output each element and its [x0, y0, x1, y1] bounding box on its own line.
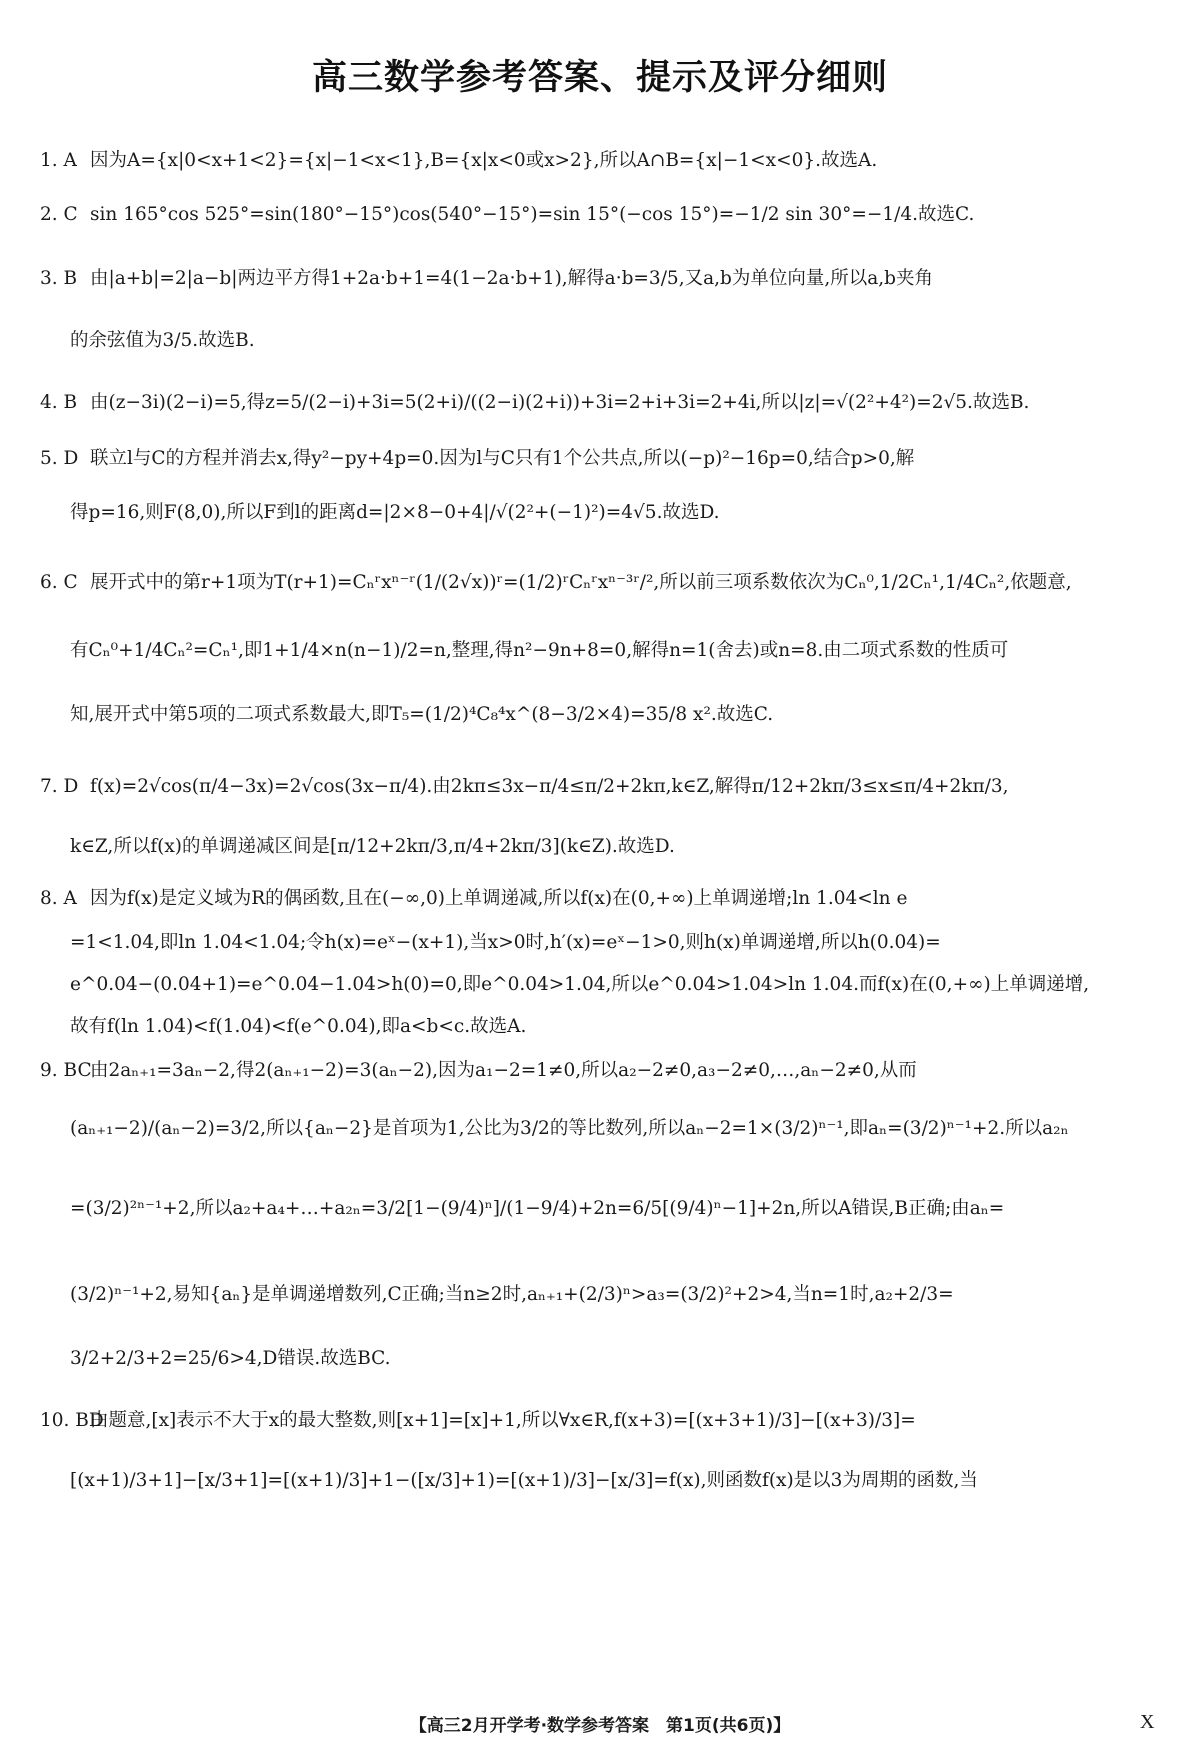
answer-line: [70, 928, 1170, 958]
answer-line: [70, 700, 1170, 730]
answer-text: 联立l与C的方程并消去x,得y²−py+4p=0.因为l与C只有1个公共点,所以(−p)²−16p=0,结合p>0,解: [90, 448, 915, 469]
answer-text: =1<1.04,即ln 1.04<1.04;令h(x)=eˣ−(x+1),当x>0时,h′(x)=eˣ−1>0,则h(x)单调递增,所以h(0.04)=: [70, 932, 941, 953]
answer-line: [70, 1194, 1170, 1224]
answer-line: [70, 498, 1170, 528]
answer-text: 由题意,[x]表示不大于x的最大整数,则[x+1]=[x]+1,所以∀x∈R,f(x+3)=[(x+3+1)/3]−[(x+3)/3]=: [90, 1410, 916, 1431]
answer-text: 展开式中的第r+1项为T(r+1)=Cₙʳxⁿ⁻ʳ(1/(2√x))ʳ=(1/2)ʳCₙʳxⁿ⁻³ʳ/²,所以前三项系数依次为Cₙ⁰,1/2Cₙ¹,1/4Cₙ²,依题意,: [90, 572, 1072, 593]
answer-text: [(x+1)/3+1]−[x/3+1]=[(x+1)/3]+1−([x/3]+1)=[(x+1)/3]−[x/3]=f(x),则函数f(x)是以3为周期的函数,当: [70, 1470, 978, 1491]
answer-line: [40, 1056, 1170, 1086]
question-number: 7. D: [40, 776, 79, 797]
question-number: 1. A: [40, 150, 77, 171]
answer-line: [70, 970, 1170, 1000]
answer-line: [70, 636, 1170, 666]
question-number: 5. D: [40, 448, 79, 469]
question-number: 2. C: [40, 204, 78, 225]
answer-line: [70, 1114, 1170, 1144]
answer-line: [70, 1012, 1170, 1042]
answer-line: [70, 832, 1170, 862]
answer-line: [40, 444, 1170, 474]
question-number: 10. BD: [40, 1410, 104, 1431]
answer-line: [40, 568, 1170, 598]
answer-text: e^0.04−(0.04+1)=e^0.04−1.04>h(0)=0,即e^0.04>1.04,所以e^0.04>1.04>ln 1.04.而f(x)在(0,+∞)上单调递增,: [70, 974, 1090, 995]
answer-text: 因为f(x)是定义域为R的偶函数,且在(−∞,0)上单调递减,所以f(x)在(0,+∞)上单调递增;ln 1.04<ln e: [90, 888, 908, 909]
answer-text: k∈Z,所以f(x)的单调递减区间是[π/12+2kπ/3,π/4+2kπ/3](k∈Z).故选D.: [70, 836, 675, 857]
answer-text: 有Cₙ⁰+1/4Cₙ²=Cₙ¹,即1+1/4×n(n−1)/2=n,整理,得n²−9n+8=0,解得n=1(舍去)或n=8.由二项式系数的性质可: [70, 640, 1009, 661]
answer-text: (3/2)ⁿ⁻¹+2,易知{aₙ}是单调递增数列,C正确;当n≥2时,aₙ₊₁+(2/3)ⁿ>a₃=(3/2)²+2>4,当n=1时,a₂+2/3=: [70, 1284, 954, 1305]
answer-line: [40, 146, 1170, 176]
answer-text: 由(z−3i)(2−i)=5,得z=5/(2−i)+3i=5(2+i)/((2−i)(2+i))+3i=2+i+3i=2+4i,所以|z|=√(2²+4²)=2√5.故选B.: [90, 392, 1030, 413]
answer-line: [40, 264, 1170, 294]
question-number: 9. BC: [40, 1060, 92, 1081]
answer-text: f(x)=2√cos(π/4−3x)=2√cos(3x−π/4).由2kπ≤3x−π/4≤π/2+2kπ,k∈Z,解得π/12+2kπ/3≤x≤π/4+2kπ/3,: [90, 776, 1009, 797]
answer-text: 3/2+2/3+2=25/6>4,D错误.故选BC.: [70, 1348, 391, 1369]
answer-line: [40, 388, 1170, 418]
answer-line: [70, 1344, 1170, 1374]
answer-text: 得p=16,则F(8,0),所以F到l的距离d=|2×8−0+4|/√(2²+(−1)²)=4√5.故选D.: [70, 502, 720, 523]
answer-line: [70, 1280, 1170, 1310]
page-footer: 【高三2月开学考·数学参考答案 第1页(共6页)】: [409, 1716, 791, 1736]
answer-text: 由2aₙ₊₁=3aₙ−2,得2(aₙ₊₁−2)=3(aₙ−2),因为a₁−2=1≠0,所以a₂−2≠0,a₃−2≠0,…,aₙ−2≠0,从而: [90, 1060, 917, 1081]
question-number: 8. A: [40, 888, 77, 909]
answer-line: [70, 1466, 1170, 1496]
question-number: 4. B: [40, 392, 78, 413]
answer-line: [40, 884, 1170, 914]
answer-text: sin 165°cos 525°=sin(180°−15°)cos(540°−15°)=sin 15°(−cos 15°)=−1/2 sin 30°=−1/4.故选C.: [90, 204, 975, 225]
answer-line: [40, 200, 1170, 230]
answer-line: [40, 772, 1170, 802]
answer-text: (aₙ₊₁−2)/(aₙ−2)=3/2,所以{aₙ−2}是首项为1,公比为3/2的等比数列,所以aₙ−2=1×(3/2)ⁿ⁻¹,即aₙ=(3/2)ⁿ⁻¹+2.所以a₂ₙ: [70, 1118, 1069, 1139]
question-number: 3. B: [40, 268, 78, 289]
answer-text: 知,展开式中第5项的二项式系数最大,即T₅=(1/2)⁴C₈⁴x^(8−3/2×4)=35/8 x².故选C.: [70, 704, 774, 725]
answer-text: 因为A={x|0<x+1<2}={x|−1<x<1},B={x|x<0或x>2},所以A∩B={x|−1<x<0}.故选A.: [90, 150, 878, 171]
answer-text: 由|a+b|=2|a−b|两边平方得1+2a·b+1=4(1−2a·b+1),解得a·b=3/5,又a,b为单位向量,所以a,b夹角: [90, 268, 933, 289]
answer-text: 故有f(ln 1.04)<f(1.04)<f(e^0.04),即a<b<c.故选A.: [70, 1016, 527, 1037]
page-title: 高三数学参考答案、提示及评分细则: [311, 58, 888, 98]
answer-line: [40, 1406, 1170, 1436]
footer-mark: X: [1140, 1711, 1155, 1733]
answer-line: [70, 326, 1170, 356]
answer-text: 的余弦值为3/5.故选B.: [70, 330, 255, 351]
question-number: 6. C: [40, 572, 78, 593]
answer-text: =(3/2)²ⁿ⁻¹+2,所以a₂+a₄+…+a₂ₙ=3/2[1−(9/4)ⁿ]/(1−9/4)+2n=6/5[(9/4)ⁿ−1]+2n,所以A错误,B正确;由aₙ=: [70, 1198, 1005, 1219]
